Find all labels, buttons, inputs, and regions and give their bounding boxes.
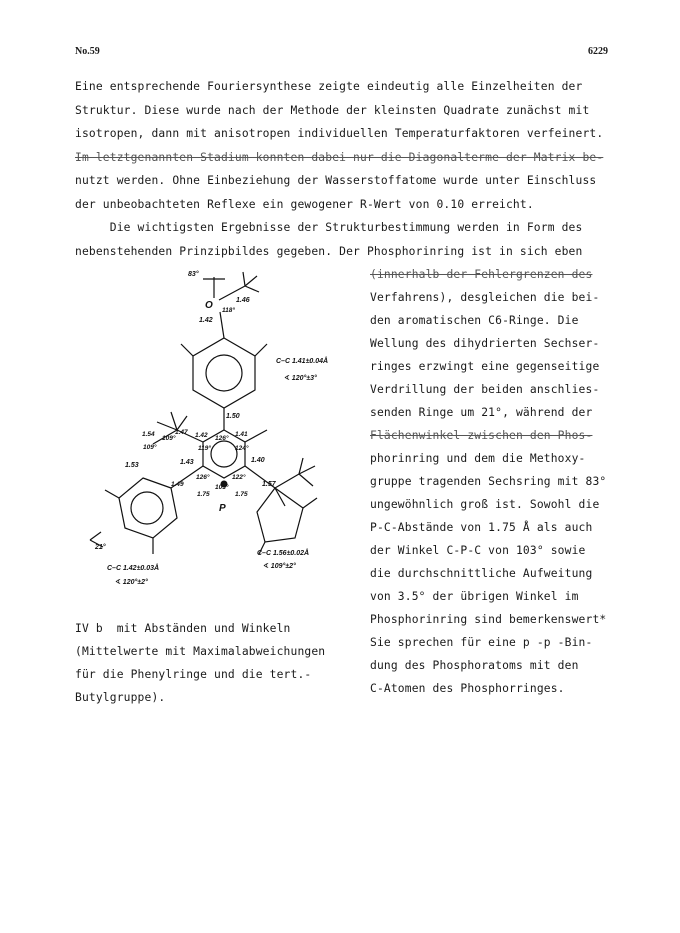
angle-label: 126° <box>196 474 210 481</box>
body-line: P-C-Abstände von 1.75 Å als auch <box>370 521 593 534</box>
body-line: Sie sprechen für eine p -p -Bin- <box>370 636 593 649</box>
body-line: Flächenwinkel zwischen den Phos- <box>370 429 593 442</box>
bond-label: 1.42 <box>199 317 213 324</box>
bond <box>303 498 317 508</box>
bond <box>255 344 267 356</box>
aromatic-circle <box>211 441 237 467</box>
body-line: isotropen, dann mit anisotropen individuellen Temperaturfaktoren verfeinert. <box>75 127 604 140</box>
average-angle: ∢ 120°±2° <box>115 579 148 586</box>
ring-top <box>193 338 255 408</box>
average-angle: ∢ 109°±2° <box>263 563 296 570</box>
body-line-struck: Im letztgenannten Stadium konnten dabei nur die Diagonalterme der Matrix be- <box>75 151 604 164</box>
body-line: ungewöhnlich groß ist. Sowohl die <box>370 498 600 511</box>
body-line: Eine entsprechende Fouriersynthese zeigte eindeutig alle Einzelheiten der <box>75 80 583 93</box>
bond-label: 1.57 <box>262 481 276 488</box>
body-line: der unbeobachteten Reflexe ein gewogener R-Wert von 0.10 erreicht. <box>75 198 534 211</box>
angle-label: 126° <box>215 435 229 442</box>
bond-label: 1.46 <box>236 297 250 304</box>
bond <box>299 474 313 486</box>
aromatic-circle <box>131 492 163 524</box>
body-line: Verdrillung der beiden anschlies- <box>370 383 600 396</box>
body-line: Struktur. Diese wurde nach der Methode der kleinsten Quadrate zunächst mit <box>75 104 590 117</box>
atom-label-oxygen: O <box>205 300 213 311</box>
body-line: C-Atomen des Phosphorringes. <box>370 682 565 695</box>
body-line: nutzt werden. Ohne Einbeziehung der Wasserstoffatome wurde unter Einschluss <box>75 174 597 187</box>
caption-line: IV b mit Abständen und Winkeln <box>75 622 291 635</box>
bond-label: 1.53 <box>125 462 139 469</box>
bond-label: 1.75 <box>197 491 210 498</box>
bond-label: 1.49 <box>171 481 184 488</box>
body-line: senden Ringe um 21°, während der <box>370 406 593 419</box>
bond <box>275 488 285 506</box>
bond <box>243 272 245 286</box>
bond <box>220 312 224 338</box>
body-line: Verfahrens), desgleichen die bei- <box>370 291 600 304</box>
angle-label: 109° <box>143 444 157 451</box>
bond-label: 1.43 <box>180 459 194 466</box>
body-line: der Winkel C-P-C von 103° sowie <box>370 544 586 557</box>
bond-label: 1.47 <box>175 429 188 436</box>
structure-diagram <box>85 262 360 607</box>
bond <box>245 276 257 286</box>
bond <box>299 466 315 474</box>
caption-line: für die Phenylringe und die tert.- <box>75 668 312 681</box>
body-line: phorinring und dem die Methoxy- <box>370 452 586 465</box>
angle-label: 83° <box>188 271 199 278</box>
aromatic-circle <box>206 355 242 391</box>
bond-label: 1.50 <box>226 413 240 420</box>
body-line: von 3.5° der übrigen Winkel im <box>370 590 579 603</box>
body-line: (innerhalb der Fehlergrenzen des <box>370 268 593 281</box>
body-line: die durchschnittliche Aufweitung <box>370 567 593 580</box>
angle-label: 119° <box>198 445 211 452</box>
bond-label: 1.40 <box>251 457 265 464</box>
body-line: Wellung des dihydrierten Sechser- <box>370 337 600 350</box>
atom-label-phosphorus: P <box>219 503 226 514</box>
bond <box>171 412 177 430</box>
body-line: nebenstehenden Prinzipbildes gegeben. Der Phosphorinring ist in sich eben <box>75 245 583 258</box>
bond <box>181 344 193 356</box>
torsion-mark <box>90 532 101 540</box>
average-cc-bond: C–C 1.42±0.03Å <box>107 565 160 572</box>
body-line: den aromatischen C6-Ringe. Die <box>370 314 579 327</box>
body-line: gruppe tragenden Sechsring mit 83° <box>370 475 607 488</box>
body-line: Die wichtigsten Ergebnisse der Strukturbestimmung werden in Form des <box>75 221 583 234</box>
caption-line: Butylgruppe). <box>75 691 166 704</box>
bond-label: 1.41 <box>235 431 248 438</box>
average-angle: ∢ 120°±3° <box>284 375 317 382</box>
bond <box>245 286 259 292</box>
torsion-angle-label: 21° <box>95 544 106 551</box>
body-line: dung des Phosphoratoms mit den <box>370 659 579 672</box>
bond <box>299 458 303 474</box>
bond <box>105 490 119 498</box>
page-number: 6229 <box>588 46 608 57</box>
angle-label: 103° <box>215 484 229 491</box>
bond <box>245 430 267 442</box>
angle-label: 122° <box>232 474 246 481</box>
body-line: ringes erzwingt eine gegenseitige <box>370 360 600 373</box>
bond <box>177 416 187 430</box>
ring-left <box>119 478 177 538</box>
bond <box>157 422 177 430</box>
average-cc-bond: C–C 1.56±0.02Å <box>257 550 310 557</box>
average-cc-bond: C–C 1.41±0.04Å <box>276 358 329 365</box>
bond-label: 1.42 <box>195 432 208 439</box>
angle-label: 118° <box>222 307 235 314</box>
bond <box>275 474 299 488</box>
angle-label: 109° <box>162 435 176 442</box>
angle-label: 124° <box>235 445 249 452</box>
caption-line: (Mittelwerte mit Maximalabweichungen <box>75 645 326 658</box>
bond-label: 1.75 <box>235 491 248 498</box>
page-label: No.59 <box>75 46 100 57</box>
bond-label: 1.54 <box>142 431 155 438</box>
body-line: Phosphorinring sind bemerkenswert* <box>370 613 607 626</box>
